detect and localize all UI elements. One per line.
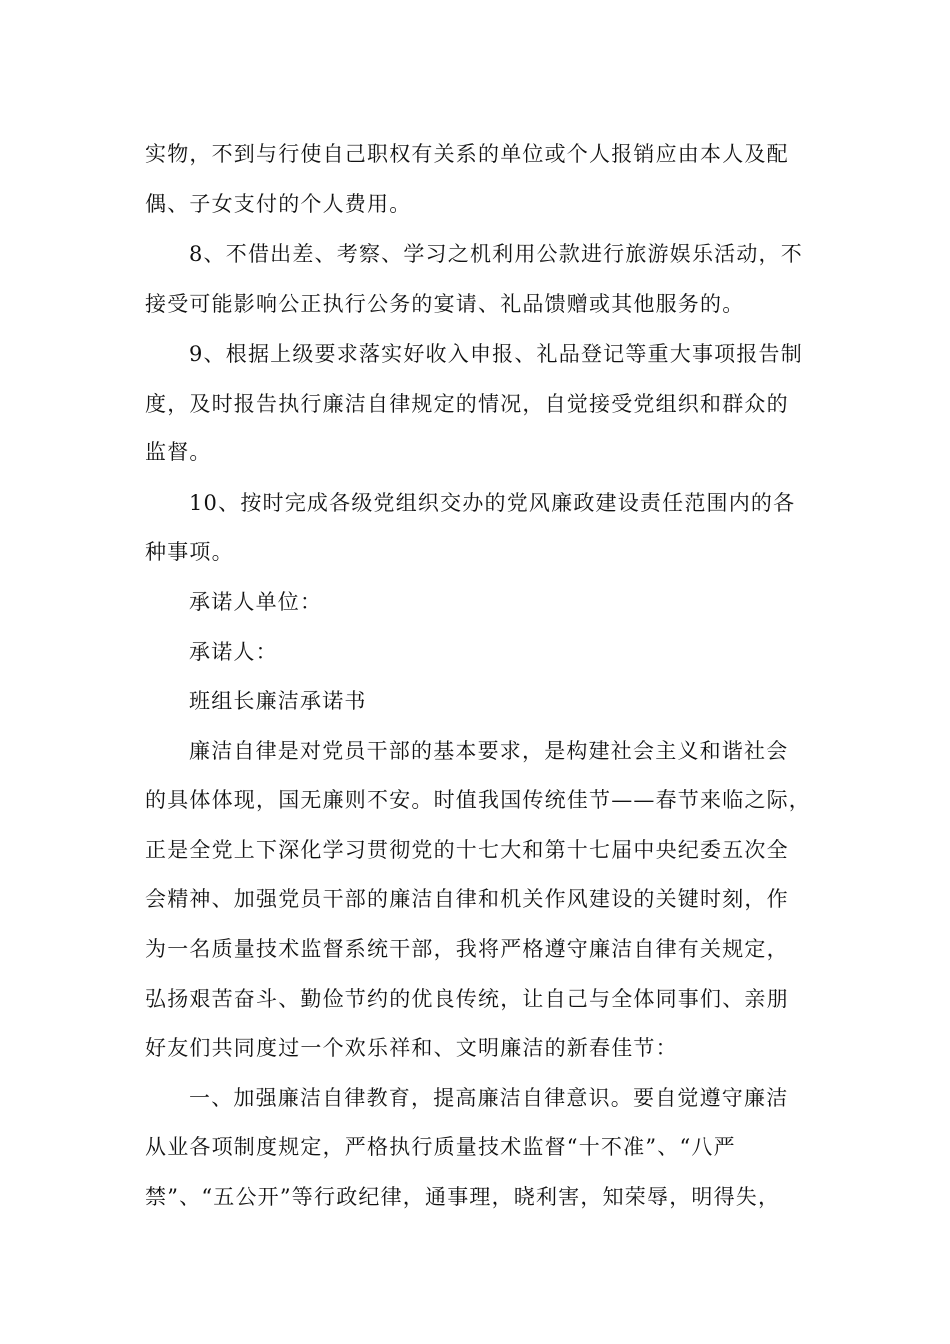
text-line: 为一名质量技术监督系统干部，我将严格遵守廉洁自律有关规定， xyxy=(145,937,789,961)
signatory-unit-label: 承诺人单位： xyxy=(189,590,323,614)
text-line: 偶、子女支付的个人费用。 xyxy=(145,192,412,216)
paragraph-start-line: 8、不借出差、考察、学习之机利用公款进行旅游娱乐活动，不 xyxy=(189,242,803,266)
text-line: 接受可能影响公正执行公务的宴请、礼品馈赠或其他服务的。 xyxy=(145,292,745,316)
paragraph-start-line: 一、加强廉洁自律教育，提高廉洁自律意识。要自觉遵守廉洁 xyxy=(189,1086,789,1110)
paragraph-start-line: 10、按时完成各级党组织交办的党风廉政建设责任范围内的各 xyxy=(189,491,796,515)
text-line: 实物，不到与行使自己职权有关系的单位或个人报销应由本人及配 xyxy=(145,142,789,166)
text-line: 好友们共同度过一个欢乐祥和、文明廉洁的新春佳节： xyxy=(145,1036,678,1060)
text-line: 度，及时报告执行廉洁自律规定的情况，自觉接受党组织和群众的 xyxy=(145,392,789,416)
text-line: 监督。 xyxy=(145,440,212,464)
text-line: 会精神、加强党员干部的廉洁自律和机关作风建设的关键时刻，作 xyxy=(145,887,789,911)
section-title: 班组长廉洁承诺书 xyxy=(189,689,367,713)
text-line: 的具体体现，国无廉则不安。时值我国传统佳节——春节来临之际， xyxy=(145,788,811,812)
text-line: 正是全党上下深化学习贯彻党的十七大和第十七届中央纪委五次全 xyxy=(145,838,789,862)
text-line: 禁”、“五公开”等行政纪律，通事理，晓利害，知荣辱，明得失， xyxy=(145,1185,781,1209)
signatory-label: 承诺人： xyxy=(189,640,278,664)
text-line: 种事项。 xyxy=(145,540,234,564)
paragraph-start-line: 9、根据上级要求落实好收入申报、礼品登记等重大事项报告制 xyxy=(189,342,803,366)
text-line: 从业各项制度规定，严格执行质量技术监督“十不准”、“八严 xyxy=(145,1135,736,1159)
text-line: 弘扬艰苦奋斗、勤俭节约的优良传统，让自己与全体同事们、亲朋 xyxy=(145,987,789,1011)
paragraph-start-line: 廉洁自律是对党员干部的基本要求，是构建社会主义和谐社会 xyxy=(189,739,789,763)
